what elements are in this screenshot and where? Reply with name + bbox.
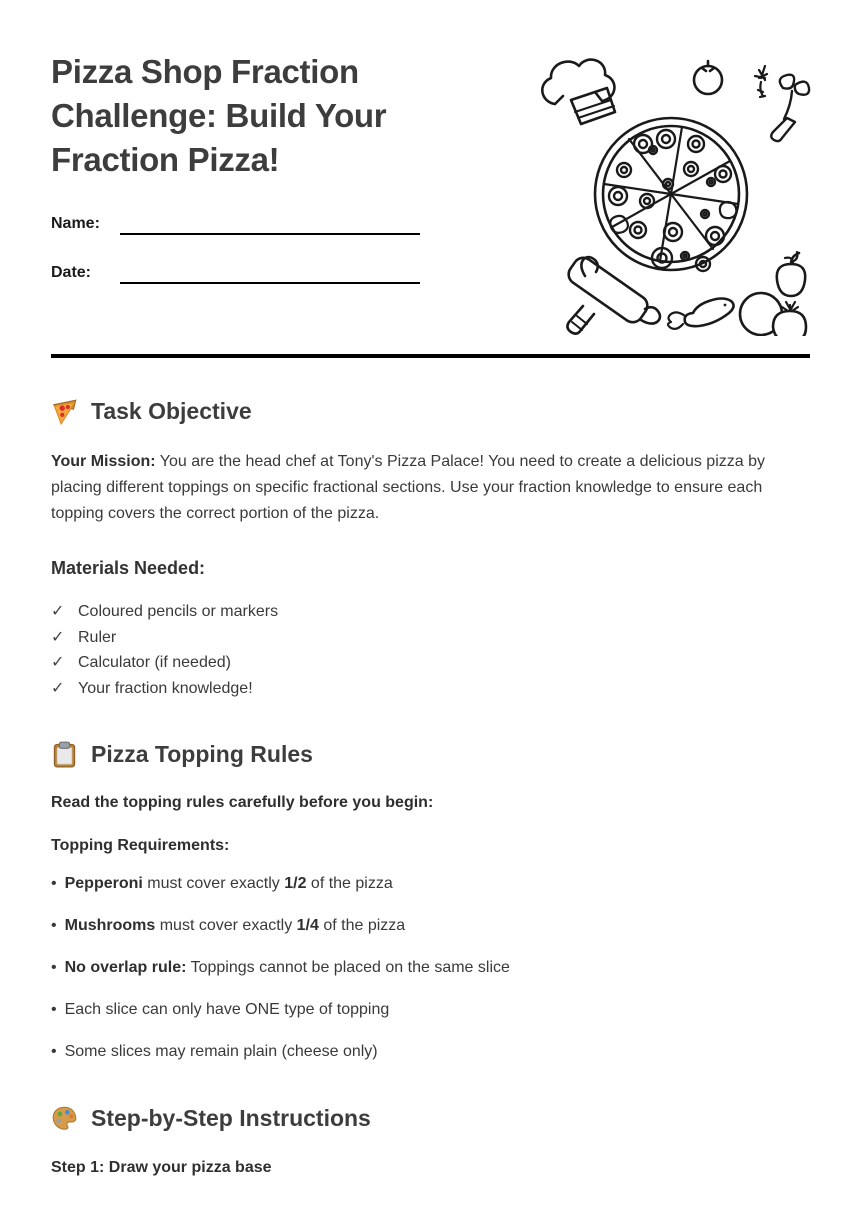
rule-item-text: of the pizza [318,917,406,934]
material-item-text: Your fraction knowledge! [78,679,253,697]
check-icon: ✓ [51,679,65,697]
tomato-doodle-top [694,61,722,94]
rule-item [51,913,810,939]
material-item-text: Calculator (if needed) [78,654,231,671]
material-item [51,599,810,625]
materials-list [51,599,810,701]
apple-doodle [777,252,805,296]
instructions-heading-text: Step-by-Step Instructions [91,1105,371,1131]
rule-item-text: Mushrooms [64,917,156,934]
material-item [51,650,810,676]
pizza-kitchen-doodle-illustration [525,44,817,336]
sprout-doodle [771,75,809,141]
rule-item [51,997,810,1023]
mission-label: Your Mission: [51,453,156,470]
header [51,50,810,336]
rule-item [51,955,810,981]
rule-item-text: Each slice can only have ONE type of topping [64,1001,390,1018]
header-left [51,50,506,311]
material-item [51,625,810,651]
bullet-icon: • [51,959,57,976]
rules-intro: Read the topping rules carefully before you begin: [51,794,434,811]
bullet-icon: • [51,875,57,892]
bullet-icon: • [51,1043,57,1060]
rule-item-text: Some slices may remain plain (cheese only) [64,1043,378,1060]
date-input-line[interactable] [120,262,420,284]
task-objective-heading [51,398,810,425]
bullet-icon: • [51,1001,57,1018]
topping-rules-heading [51,741,810,768]
clipboard-icon [51,741,78,768]
rules-list [51,871,810,1065]
name-label: Name: [51,214,100,232]
name-row [51,213,506,235]
student-fields [51,213,506,284]
date-row [51,262,506,284]
rule-item-text: 1/4 [296,917,319,934]
rule-item [51,1039,810,1065]
bullet-icon: • [51,917,57,934]
rule-item-text: of the pizza [306,875,393,892]
pizza-doodle [595,118,747,271]
section-divider [51,354,810,358]
rule-item-text: 1/2 [284,875,307,892]
rule-item-text: No overlap rule: [64,959,187,976]
task-objective-heading-text: Task Objective [91,398,252,424]
rule-item [51,871,810,897]
material-item-text: Coloured pencils or markers [78,603,279,620]
check-icon: ✓ [51,628,65,646]
instructions-heading [51,1105,810,1132]
material-item-text: Ruler [78,628,117,646]
palette-icon [51,1105,78,1132]
herb-sprig-doodle [755,66,767,97]
rule-item-text: must cover exactly [142,875,285,892]
requirements-heading: Topping Requirements: [51,837,230,854]
page-title: Pizza Shop Fraction Challenge: Build Your Fraction Pizza! [51,53,387,179]
date-label: Date: [51,263,92,281]
check-icon: ✓ [51,603,65,620]
step1-line: Step 1: Draw your pizza base [51,1159,272,1176]
mission-text: You are the head chef at Tony's Pizza Palace! You need to create a delicious pizza by placing different toppings on specific fractional sections. Use your fraction knowledge to ensure each topping covers the correct portion of the pizza. [51,453,765,522]
chef-hat-doodle [542,60,615,124]
mission-paragraph [51,449,810,527]
material-item [51,676,810,702]
topping-rules-heading-text: Pizza Topping Rules [91,741,313,767]
tomatoes-doodle [740,293,806,336]
name-input-line[interactable] [120,213,420,235]
pizza-slice-icon [51,398,78,425]
check-icon: ✓ [51,654,65,671]
chili-doodle [668,299,734,329]
materials-heading: Materials Needed: [51,558,206,578]
rule-item-text: must cover exactly [155,917,297,934]
header-right [506,50,810,336]
rule-item-text: Toppings cannot be placed on the same slice [186,959,510,976]
rule-item-text: Pepperoni [64,875,143,892]
